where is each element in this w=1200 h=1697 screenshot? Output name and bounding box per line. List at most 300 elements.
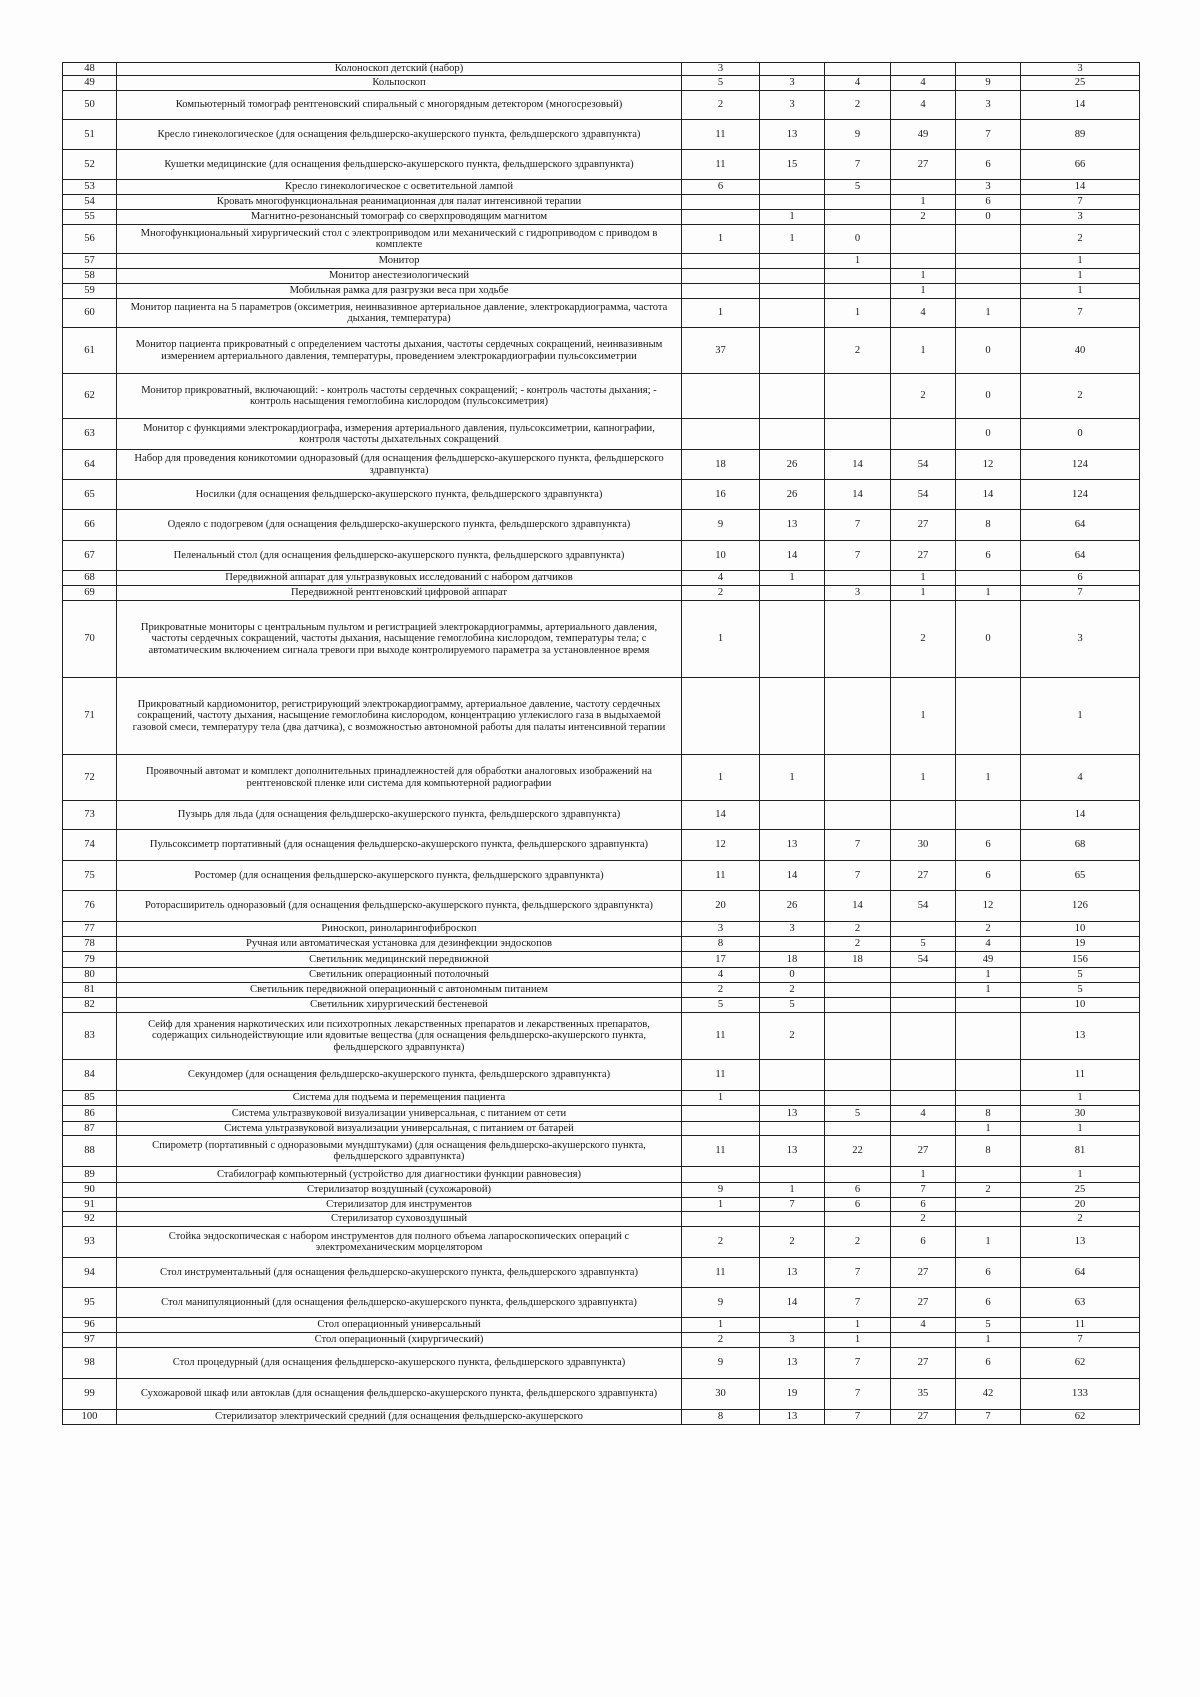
quantity-cell-3	[825, 419, 891, 450]
row-number: 52	[63, 150, 117, 180]
quantity-cell-4: 1	[891, 284, 956, 299]
quantity-cell-5: 1	[956, 1227, 1021, 1258]
quantity-cell-3: 7	[825, 510, 891, 541]
quantity-cell-4	[891, 922, 956, 937]
quantity-cell-6: 4	[1021, 755, 1140, 801]
table-row	[63, 1106, 1140, 1122]
quantity-cell-2: 13	[760, 1258, 825, 1288]
quantity-cell-2	[760, 601, 825, 678]
table-row	[63, 150, 1140, 180]
row-number: 53	[63, 180, 117, 195]
quantity-cell-5: 1	[956, 1333, 1021, 1348]
quantity-cell-4: 2	[891, 374, 956, 419]
quantity-cell-2: 2	[760, 1227, 825, 1258]
quantity-cell-5: 8	[956, 1136, 1021, 1167]
equipment-name: Кровать многофункциональная реанимационная для палат интенсивной терапии	[117, 195, 682, 210]
quantity-cell-5: 0	[956, 328, 1021, 374]
quantity-cell-2: 13	[760, 830, 825, 861]
table-row	[63, 63, 1140, 76]
equipment-name: Монитор	[117, 254, 682, 269]
quantity-cell-5: 2	[956, 922, 1021, 937]
row-number: 75	[63, 861, 117, 891]
quantity-cell-2: 14	[760, 861, 825, 891]
quantity-cell-2	[760, 801, 825, 830]
quantity-cell-5	[956, 225, 1021, 254]
quantity-cell-6: 63	[1021, 1288, 1140, 1318]
quantity-cell-6: 1	[1021, 678, 1140, 755]
quantity-cell-2: 1	[760, 210, 825, 225]
quantity-cell-3: 7	[825, 830, 891, 861]
quantity-cell-6: 124	[1021, 480, 1140, 510]
quantity-cell-6: 156	[1021, 952, 1140, 968]
quantity-cell-6: 11	[1021, 1318, 1140, 1333]
quantity-cell-6: 64	[1021, 510, 1140, 541]
quantity-cell-3: 6	[825, 1183, 891, 1198]
quantity-cell-5: 3	[956, 91, 1021, 120]
quantity-cell-3	[825, 284, 891, 299]
quantity-cell-2	[760, 195, 825, 210]
quantity-cell-4: 54	[891, 891, 956, 922]
quantity-cell-2: 13	[760, 1106, 825, 1122]
table-row	[63, 922, 1140, 937]
quantity-cell-2: 13	[760, 1348, 825, 1379]
quantity-cell-6: 2	[1021, 225, 1140, 254]
row-number: 49	[63, 76, 117, 91]
quantity-cell-1: 10	[682, 541, 760, 571]
row-number: 98	[63, 1348, 117, 1379]
table-row	[63, 678, 1140, 755]
table-row	[63, 952, 1140, 968]
quantity-cell-2	[760, 374, 825, 419]
quantity-cell-4	[891, 1060, 956, 1091]
equipment-name: Стол процедурный (для оснащения фельдшерско-акушерского пункта, фельдшерского здравпункта)	[117, 1348, 682, 1379]
quantity-cell-1: 3	[682, 63, 760, 76]
row-number: 70	[63, 601, 117, 678]
quantity-cell-6: 7	[1021, 195, 1140, 210]
quantity-cell-5	[956, 571, 1021, 586]
table-row	[63, 374, 1140, 419]
quantity-cell-6: 3	[1021, 210, 1140, 225]
quantity-cell-1: 11	[682, 1060, 760, 1091]
equipment-name: Монитор с функциями электрокардиографа, измерения артериального давления, пульсоксиметрии, капнографии, контроля частоты дыхательных сокращений	[117, 419, 682, 450]
quantity-cell-1: 11	[682, 861, 760, 891]
quantity-cell-1: 1	[682, 1318, 760, 1333]
quantity-cell-3	[825, 801, 891, 830]
quantity-cell-5: 3	[956, 180, 1021, 195]
row-number: 90	[63, 1183, 117, 1198]
row-number: 91	[63, 1198, 117, 1212]
quantity-cell-5: 5	[956, 1318, 1021, 1333]
table-row	[63, 1333, 1140, 1348]
table-row	[63, 1212, 1140, 1227]
quantity-cell-6: 65	[1021, 861, 1140, 891]
equipment-name: Система ультразвуковой визуализации универсальная, с питанием от сети	[117, 1106, 682, 1122]
row-number: 56	[63, 225, 117, 254]
quantity-cell-6: 7	[1021, 299, 1140, 328]
quantity-cell-1: 1	[682, 1198, 760, 1212]
row-number: 69	[63, 586, 117, 601]
quantity-cell-5: 8	[956, 510, 1021, 541]
quantity-cell-4: 1	[891, 586, 956, 601]
equipment-name: Светильник хирургический бестеневой	[117, 998, 682, 1013]
quantity-cell-4: 2	[891, 1212, 956, 1227]
quantity-cell-3: 5	[825, 180, 891, 195]
quantity-cell-4: 27	[891, 150, 956, 180]
quantity-cell-3: 22	[825, 1136, 891, 1167]
equipment-name: Стол операционный универсальный	[117, 1318, 682, 1333]
quantity-cell-1	[682, 374, 760, 419]
table-row	[63, 1091, 1140, 1106]
quantity-cell-1: 9	[682, 1183, 760, 1198]
quantity-cell-3	[825, 998, 891, 1013]
table-row	[63, 254, 1140, 269]
quantity-cell-3: 1	[825, 1333, 891, 1348]
quantity-cell-2: 14	[760, 1288, 825, 1318]
quantity-cell-6: 40	[1021, 328, 1140, 374]
quantity-cell-4: 2	[891, 210, 956, 225]
quantity-cell-5: 0	[956, 419, 1021, 450]
table-row	[63, 1013, 1140, 1060]
quantity-cell-3	[825, 755, 891, 801]
quantity-cell-6: 20	[1021, 1198, 1140, 1212]
row-number: 51	[63, 120, 117, 150]
table-row	[63, 1198, 1140, 1212]
row-number: 61	[63, 328, 117, 374]
quantity-cell-6: 2	[1021, 374, 1140, 419]
quantity-cell-1	[682, 1122, 760, 1136]
quantity-cell-1	[682, 1106, 760, 1122]
quantity-cell-4: 35	[891, 1379, 956, 1410]
quantity-cell-6: 10	[1021, 998, 1140, 1013]
table-row	[63, 120, 1140, 150]
quantity-cell-2	[760, 254, 825, 269]
quantity-cell-4: 4	[891, 91, 956, 120]
quantity-cell-2: 3	[760, 91, 825, 120]
row-number: 92	[63, 1212, 117, 1227]
quantity-cell-4: 49	[891, 120, 956, 150]
quantity-cell-4	[891, 180, 956, 195]
quantity-cell-3: 7	[825, 1410, 891, 1425]
quantity-cell-2: 5	[760, 998, 825, 1013]
quantity-cell-2: 13	[760, 510, 825, 541]
quantity-cell-1	[682, 210, 760, 225]
quantity-cell-6: 10	[1021, 922, 1140, 937]
equipment-name: Носилки (для оснащения фельдшерско-акушерского пункта, фельдшерского здравпункта)	[117, 480, 682, 510]
quantity-cell-3: 18	[825, 952, 891, 968]
quantity-cell-5: 9	[956, 76, 1021, 91]
table-row	[63, 91, 1140, 120]
quantity-cell-3: 2	[825, 91, 891, 120]
table-row	[63, 210, 1140, 225]
row-number: 57	[63, 254, 117, 269]
quantity-cell-4	[891, 1091, 956, 1106]
quantity-cell-5: 6	[956, 1288, 1021, 1318]
quantity-cell-4: 4	[891, 299, 956, 328]
quantity-cell-1: 2	[682, 91, 760, 120]
quantity-cell-6: 3	[1021, 601, 1140, 678]
quantity-cell-2: 13	[760, 1136, 825, 1167]
table-row	[63, 601, 1140, 678]
table-row	[63, 541, 1140, 571]
quantity-cell-1	[682, 284, 760, 299]
quantity-cell-1: 1	[682, 601, 760, 678]
row-number: 88	[63, 1136, 117, 1167]
quantity-cell-2: 26	[760, 891, 825, 922]
row-number: 82	[63, 998, 117, 1013]
table-row	[63, 76, 1140, 91]
equipment-name: Стол операционный (хирургический)	[117, 1333, 682, 1348]
row-number: 66	[63, 510, 117, 541]
quantity-cell-4: 4	[891, 1106, 956, 1122]
quantity-cell-2: 26	[760, 480, 825, 510]
equipment-name: Сейф для хранения наркотических или психотропных лекарственных препаратов и лекарственных препаратов, содержащих сильнодействующие или ядовитые вещества (для оснащения фельдшерско-акушерского пункта, фельдшерского здравпункта)	[117, 1013, 682, 1060]
quantity-cell-6: 2	[1021, 1212, 1140, 1227]
quantity-cell-1: 12	[682, 830, 760, 861]
table-row	[63, 861, 1140, 891]
equipment-name: Стерилизатор воздушный (сухожаровой)	[117, 1183, 682, 1198]
equipment-name: Пеленальный стол (для оснащения фельдшерско-акушерского пункта, фельдшерского здравпункта)	[117, 541, 682, 571]
equipment-name: Проявочный автомат и комплект дополнительных принадлежностей для обработки аналоговых изображений на рентгеновской пленке или система для компьютерной радиографии	[117, 755, 682, 801]
quantity-cell-2: 3	[760, 76, 825, 91]
quantity-cell-1: 1	[682, 225, 760, 254]
quantity-cell-5: 6	[956, 541, 1021, 571]
equipment-name: Пульсоксиметр портативный (для оснащения фельдшерско-акушерского пункта, фельдшерского здравпункта)	[117, 830, 682, 861]
quantity-cell-5: 1	[956, 755, 1021, 801]
quantity-cell-6: 30	[1021, 1106, 1140, 1122]
quantity-cell-6: 5	[1021, 968, 1140, 983]
quantity-cell-4	[891, 225, 956, 254]
table-row	[63, 830, 1140, 861]
table-row	[63, 586, 1140, 601]
quantity-cell-3	[825, 63, 891, 76]
quantity-cell-4: 5	[891, 937, 956, 952]
quantity-cell-5	[956, 254, 1021, 269]
quantity-cell-6: 1	[1021, 1091, 1140, 1106]
quantity-cell-3: 7	[825, 1288, 891, 1318]
equipment-table-body	[63, 63, 1140, 1425]
quantity-cell-5	[956, 1091, 1021, 1106]
quantity-cell-3	[825, 571, 891, 586]
equipment-name: Риноскоп, риноларингофиброскоп	[117, 922, 682, 937]
quantity-cell-1: 11	[682, 150, 760, 180]
equipment-name: Система для подъема и перемещения пациента	[117, 1091, 682, 1106]
quantity-cell-1: 2	[682, 1333, 760, 1348]
row-number: 94	[63, 1258, 117, 1288]
quantity-cell-3: 9	[825, 120, 891, 150]
quantity-cell-2	[760, 419, 825, 450]
quantity-cell-6: 62	[1021, 1348, 1140, 1379]
quantity-cell-2	[760, 63, 825, 76]
quantity-cell-6: 1	[1021, 269, 1140, 284]
quantity-cell-5	[956, 284, 1021, 299]
equipment-name: Мобильная рамка для разгрузки веса при ходьбе	[117, 284, 682, 299]
equipment-name: Стабилограф компьютерный (устройство для диагностики функции равновесия)	[117, 1167, 682, 1183]
quantity-cell-1: 9	[682, 1348, 760, 1379]
quantity-cell-5: 12	[956, 891, 1021, 922]
quantity-cell-3: 2	[825, 937, 891, 952]
table-row	[63, 1136, 1140, 1167]
row-number: 84	[63, 1060, 117, 1091]
quantity-cell-2	[760, 1122, 825, 1136]
quantity-cell-4: 54	[891, 480, 956, 510]
quantity-cell-2	[760, 328, 825, 374]
quantity-cell-6: 1	[1021, 1167, 1140, 1183]
quantity-cell-4	[891, 419, 956, 450]
quantity-cell-4: 27	[891, 1288, 956, 1318]
quantity-cell-5: 12	[956, 450, 1021, 480]
quantity-cell-3: 14	[825, 480, 891, 510]
equipment-name: Стол манипуляционный (для оснащения фельдшерско-акушерского пункта, фельдшерского здравпункта)	[117, 1288, 682, 1318]
table-row	[63, 998, 1140, 1013]
quantity-cell-6: 25	[1021, 1183, 1140, 1198]
table-row	[63, 269, 1140, 284]
quantity-cell-4: 1	[891, 678, 956, 755]
quantity-cell-3: 0	[825, 225, 891, 254]
quantity-cell-4	[891, 1122, 956, 1136]
quantity-cell-6: 133	[1021, 1379, 1140, 1410]
quantity-cell-1: 37	[682, 328, 760, 374]
quantity-cell-4: 54	[891, 450, 956, 480]
row-number: 96	[63, 1318, 117, 1333]
quantity-cell-1: 11	[682, 120, 760, 150]
quantity-cell-3: 2	[825, 1227, 891, 1258]
quantity-cell-5: 42	[956, 1379, 1021, 1410]
table-row	[63, 1410, 1140, 1425]
equipment-name: Стойка эндоскопическая с набором инструментов для полного объема лапароскопических операций с электромеханическим морцелятором	[117, 1227, 682, 1258]
equipment-name: Колоноскоп детский (набор)	[117, 63, 682, 76]
quantity-cell-5	[956, 269, 1021, 284]
quantity-cell-3: 2	[825, 922, 891, 937]
quantity-cell-4: 27	[891, 541, 956, 571]
quantity-cell-6: 3	[1021, 63, 1140, 76]
quantity-cell-3	[825, 1212, 891, 1227]
quantity-cell-6: 66	[1021, 150, 1140, 180]
quantity-cell-4	[891, 63, 956, 76]
table-row	[63, 1183, 1140, 1198]
row-number: 74	[63, 830, 117, 861]
quantity-cell-3	[825, 968, 891, 983]
equipment-name: Светильник медицинский передвижной	[117, 952, 682, 968]
quantity-cell-6: 62	[1021, 1410, 1140, 1425]
quantity-cell-2: 1	[760, 225, 825, 254]
quantity-cell-1: 2	[682, 1227, 760, 1258]
quantity-cell-1: 3	[682, 922, 760, 937]
table-row	[63, 891, 1140, 922]
quantity-cell-3: 14	[825, 891, 891, 922]
quantity-cell-5	[956, 1013, 1021, 1060]
equipment-table	[62, 62, 1140, 1425]
quantity-cell-2: 2	[760, 983, 825, 998]
quantity-cell-5: 8	[956, 1106, 1021, 1122]
quantity-cell-5: 1	[956, 586, 1021, 601]
row-number: 73	[63, 801, 117, 830]
equipment-name: Монитор прикроватный, включающий: - контроль частоты сердечных сокращений; - контроль частоты дыхания; - контроль насыщения гемоглобина кислородом (пульсоксиметрия)	[117, 374, 682, 419]
row-number: 58	[63, 269, 117, 284]
quantity-cell-6: 14	[1021, 801, 1140, 830]
table-row	[63, 195, 1140, 210]
row-number: 65	[63, 480, 117, 510]
row-number: 64	[63, 450, 117, 480]
quantity-cell-6: 25	[1021, 76, 1140, 91]
quantity-cell-3: 7	[825, 1258, 891, 1288]
quantity-cell-4: 27	[891, 1410, 956, 1425]
quantity-cell-1: 20	[682, 891, 760, 922]
quantity-cell-1	[682, 419, 760, 450]
equipment-name: Стерилизатор электрический средний (для оснащения фельдшерско-акушерского	[117, 1410, 682, 1425]
quantity-cell-6: 126	[1021, 891, 1140, 922]
quantity-cell-2	[760, 937, 825, 952]
quantity-cell-5: 6	[956, 1258, 1021, 1288]
quantity-cell-1: 2	[682, 983, 760, 998]
row-number: 59	[63, 284, 117, 299]
row-number: 68	[63, 571, 117, 586]
quantity-cell-1: 6	[682, 180, 760, 195]
equipment-name: Кресло гинекологическое с осветительной лампой	[117, 180, 682, 195]
equipment-name: Стерилизатор для инструментов	[117, 1198, 682, 1212]
row-number: 67	[63, 541, 117, 571]
row-number: 77	[63, 922, 117, 937]
equipment-name: Ростомер (для оснащения фельдшерско-акушерского пункта, фельдшерского здравпункта)	[117, 861, 682, 891]
quantity-cell-4: 27	[891, 1136, 956, 1167]
table-row	[63, 299, 1140, 328]
quantity-cell-5: 1	[956, 983, 1021, 998]
quantity-cell-4	[891, 1333, 956, 1348]
quantity-cell-1	[682, 269, 760, 284]
quantity-cell-4	[891, 254, 956, 269]
quantity-cell-6: 64	[1021, 1258, 1140, 1288]
quantity-cell-3	[825, 1167, 891, 1183]
quantity-cell-4	[891, 983, 956, 998]
row-number: 81	[63, 983, 117, 998]
quantity-cell-5: 1	[956, 1122, 1021, 1136]
quantity-cell-5: 1	[956, 968, 1021, 983]
quantity-cell-5: 7	[956, 120, 1021, 150]
quantity-cell-3	[825, 374, 891, 419]
quantity-cell-3	[825, 269, 891, 284]
quantity-cell-3: 7	[825, 150, 891, 180]
table-row	[63, 1122, 1140, 1136]
quantity-cell-4: 4	[891, 1318, 956, 1333]
equipment-name: Кресло гинекологическое (для оснащения фельдшерско-акушерского пункта, фельдшерского здравпункта)	[117, 120, 682, 150]
quantity-cell-2: 14	[760, 541, 825, 571]
quantity-cell-6: 81	[1021, 1136, 1140, 1167]
row-number: 89	[63, 1167, 117, 1183]
quantity-cell-4: 27	[891, 1348, 956, 1379]
quantity-cell-2	[760, 269, 825, 284]
row-number: 76	[63, 891, 117, 922]
equipment-name: Монитор анестезиологический	[117, 269, 682, 284]
quantity-cell-2: 26	[760, 450, 825, 480]
quantity-cell-2: 18	[760, 952, 825, 968]
quantity-cell-1: 17	[682, 952, 760, 968]
table-row	[63, 1318, 1140, 1333]
table-row	[63, 284, 1140, 299]
quantity-cell-5: 6	[956, 1348, 1021, 1379]
quantity-cell-2	[760, 1167, 825, 1183]
equipment-name: Многофункциональный хирургический стол с электроприводом или механический с гидроприводом с приводом в комплекте	[117, 225, 682, 254]
quantity-cell-2: 15	[760, 150, 825, 180]
quantity-cell-3	[825, 195, 891, 210]
table-row	[63, 1060, 1140, 1091]
quantity-cell-3: 1	[825, 1318, 891, 1333]
equipment-name: Кушетки медицинские (для оснащения фельдшерско-акушерского пункта, фельдшерского здравпункта)	[117, 150, 682, 180]
quantity-cell-6: 13	[1021, 1013, 1140, 1060]
quantity-cell-1	[682, 678, 760, 755]
quantity-cell-1: 30	[682, 1379, 760, 1410]
quantity-cell-1	[682, 254, 760, 269]
quantity-cell-1: 1	[682, 1091, 760, 1106]
quantity-cell-3	[825, 1060, 891, 1091]
